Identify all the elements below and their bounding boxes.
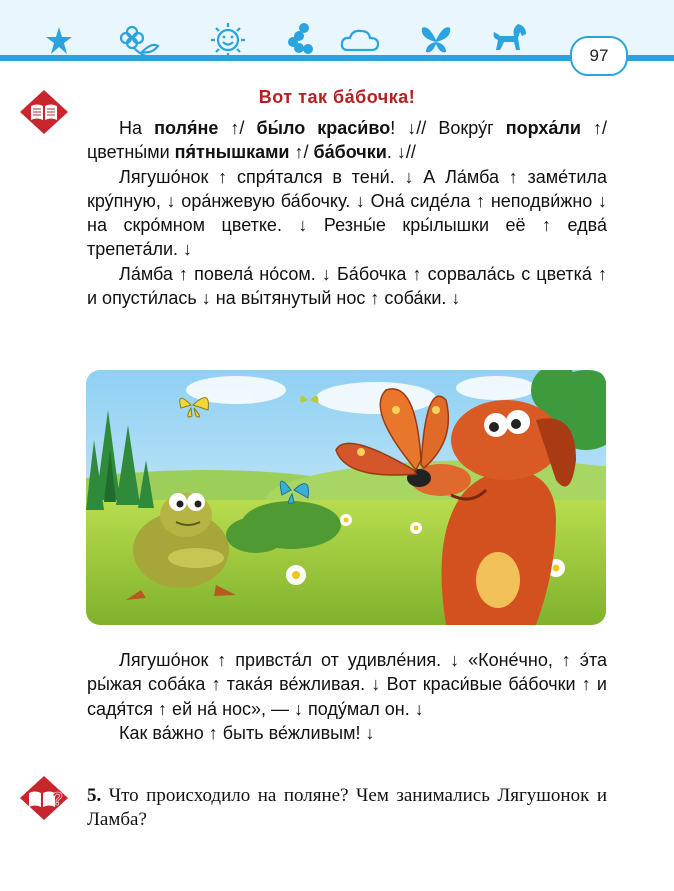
- question-number: 5.: [87, 785, 102, 806]
- text-run: ↑/: [218, 118, 257, 138]
- story-text-bottom: [87, 648, 607, 745]
- pony-icon: [490, 22, 530, 58]
- text-run: ! ↓// Вокру́г: [390, 118, 506, 138]
- svg-text:?: ?: [52, 789, 63, 809]
- story-illustration: [86, 370, 606, 625]
- question-text: Что происходило на поляне? Чем занимались Лягушонок и Ламба?: [87, 785, 607, 830]
- text-run: ↑/ цветны́ми: [87, 118, 607, 163]
- bold-run: ба́бочки: [313, 142, 387, 163]
- cloud-icon: [340, 28, 380, 54]
- flower-icon: [118, 24, 160, 58]
- story-text-top: [87, 116, 607, 310]
- bold-run: поля́не: [154, 118, 219, 138]
- bold-run: бы́ло краси́во: [256, 118, 391, 138]
- caterpillar-icon: [282, 22, 316, 56]
- paragraph-2: Лягушо́нок ↑ спря́тался в тени́. ↓ А Ла́мба ↑ заме́тила кру́пную, ↓ ора́нжевую ба́бочку. ↓ Она́ сиде́ла ↑ неподви́жно ↓ на скро́мном цветке. ↓ Резны́е кры́лышки её ↑ едва́ трепета́ли. ↓: [87, 166, 607, 260]
- butterfly-icon: [420, 24, 452, 56]
- paragraph-5: Как ва́жно ↑ быть ве́жливым! ↓: [119, 722, 375, 743]
- text-run: На: [119, 118, 155, 138]
- text-run: . ↓//: [386, 142, 416, 163]
- paragraph-3: Ла́мба ↑ повела́ но́сом. ↓ Ба́бочка ↑ сорвала́сь с цветка́ ↑ и опусти́лась ↓ на вы́тянутый нос ↑ соба́ки. ↓: [87, 263, 607, 309]
- story-title: Вот так ба́бочка!: [258, 87, 416, 107]
- bold-run: порха́ли: [505, 118, 581, 138]
- question-5: [87, 784, 607, 832]
- sun-icon: [210, 22, 246, 58]
- bold-run: пя́тнышками: [174, 142, 290, 163]
- page-number: 97: [570, 36, 628, 76]
- star-icon: [44, 26, 74, 56]
- question-book-icon: [19, 775, 69, 821]
- text-run: ↑/: [289, 142, 314, 163]
- paragraph-4: Лягушо́нок ↑ привста́л от удивле́ния. ↓ «Коне́чно, ↑ э́та ры́жая соба́ка ↑ така́я ве́жливая. ↓ Вот краси́вые ба́бочки ↑ и садя́тся ↑ ей на́ нос», — ↓ поду́мал он. ↓: [87, 650, 607, 719]
- paragraph-1: [87, 116, 607, 165]
